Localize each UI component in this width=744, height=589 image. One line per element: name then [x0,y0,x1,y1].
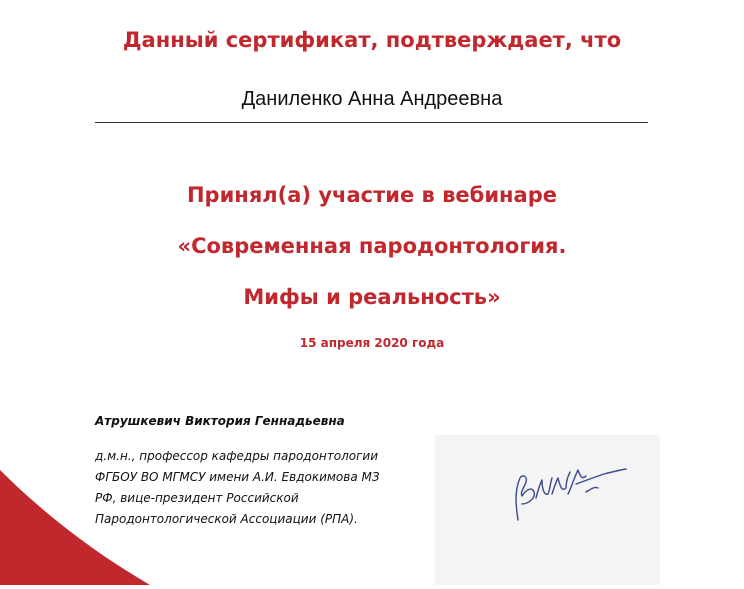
name-underline [95,122,648,123]
webinar-title-line2: Мифы и реальность» [243,285,501,309]
signer-name: Атрушкевич Виктория Геннадьевна [95,414,345,428]
confirm-heading: Данный сертификат, подтверждает, что [122,28,622,52]
participation-text: Принял(а) участие в вебинаре [186,183,557,207]
handwritten-signature [500,448,640,532]
event-date: 15 апреля 2020 года [299,336,445,350]
signer-description-line: Пародонтологической Ассоциации (РПА). [95,512,358,526]
signer-description [95,446,425,530]
recipient-name: Даниленко Анна Андреевна [241,88,503,110]
signer-description-line: д.м.н., профессор кафедры пародонтологии [95,449,379,463]
signer-description-line: ФГБОУ ВО МГМСУ имени А.И. Евдокимова МЗ [95,470,380,484]
signer-description-line: РФ, вице-президент Российской [95,491,299,505]
webinar-title-line1: «Современная пародонтология. [177,234,567,258]
